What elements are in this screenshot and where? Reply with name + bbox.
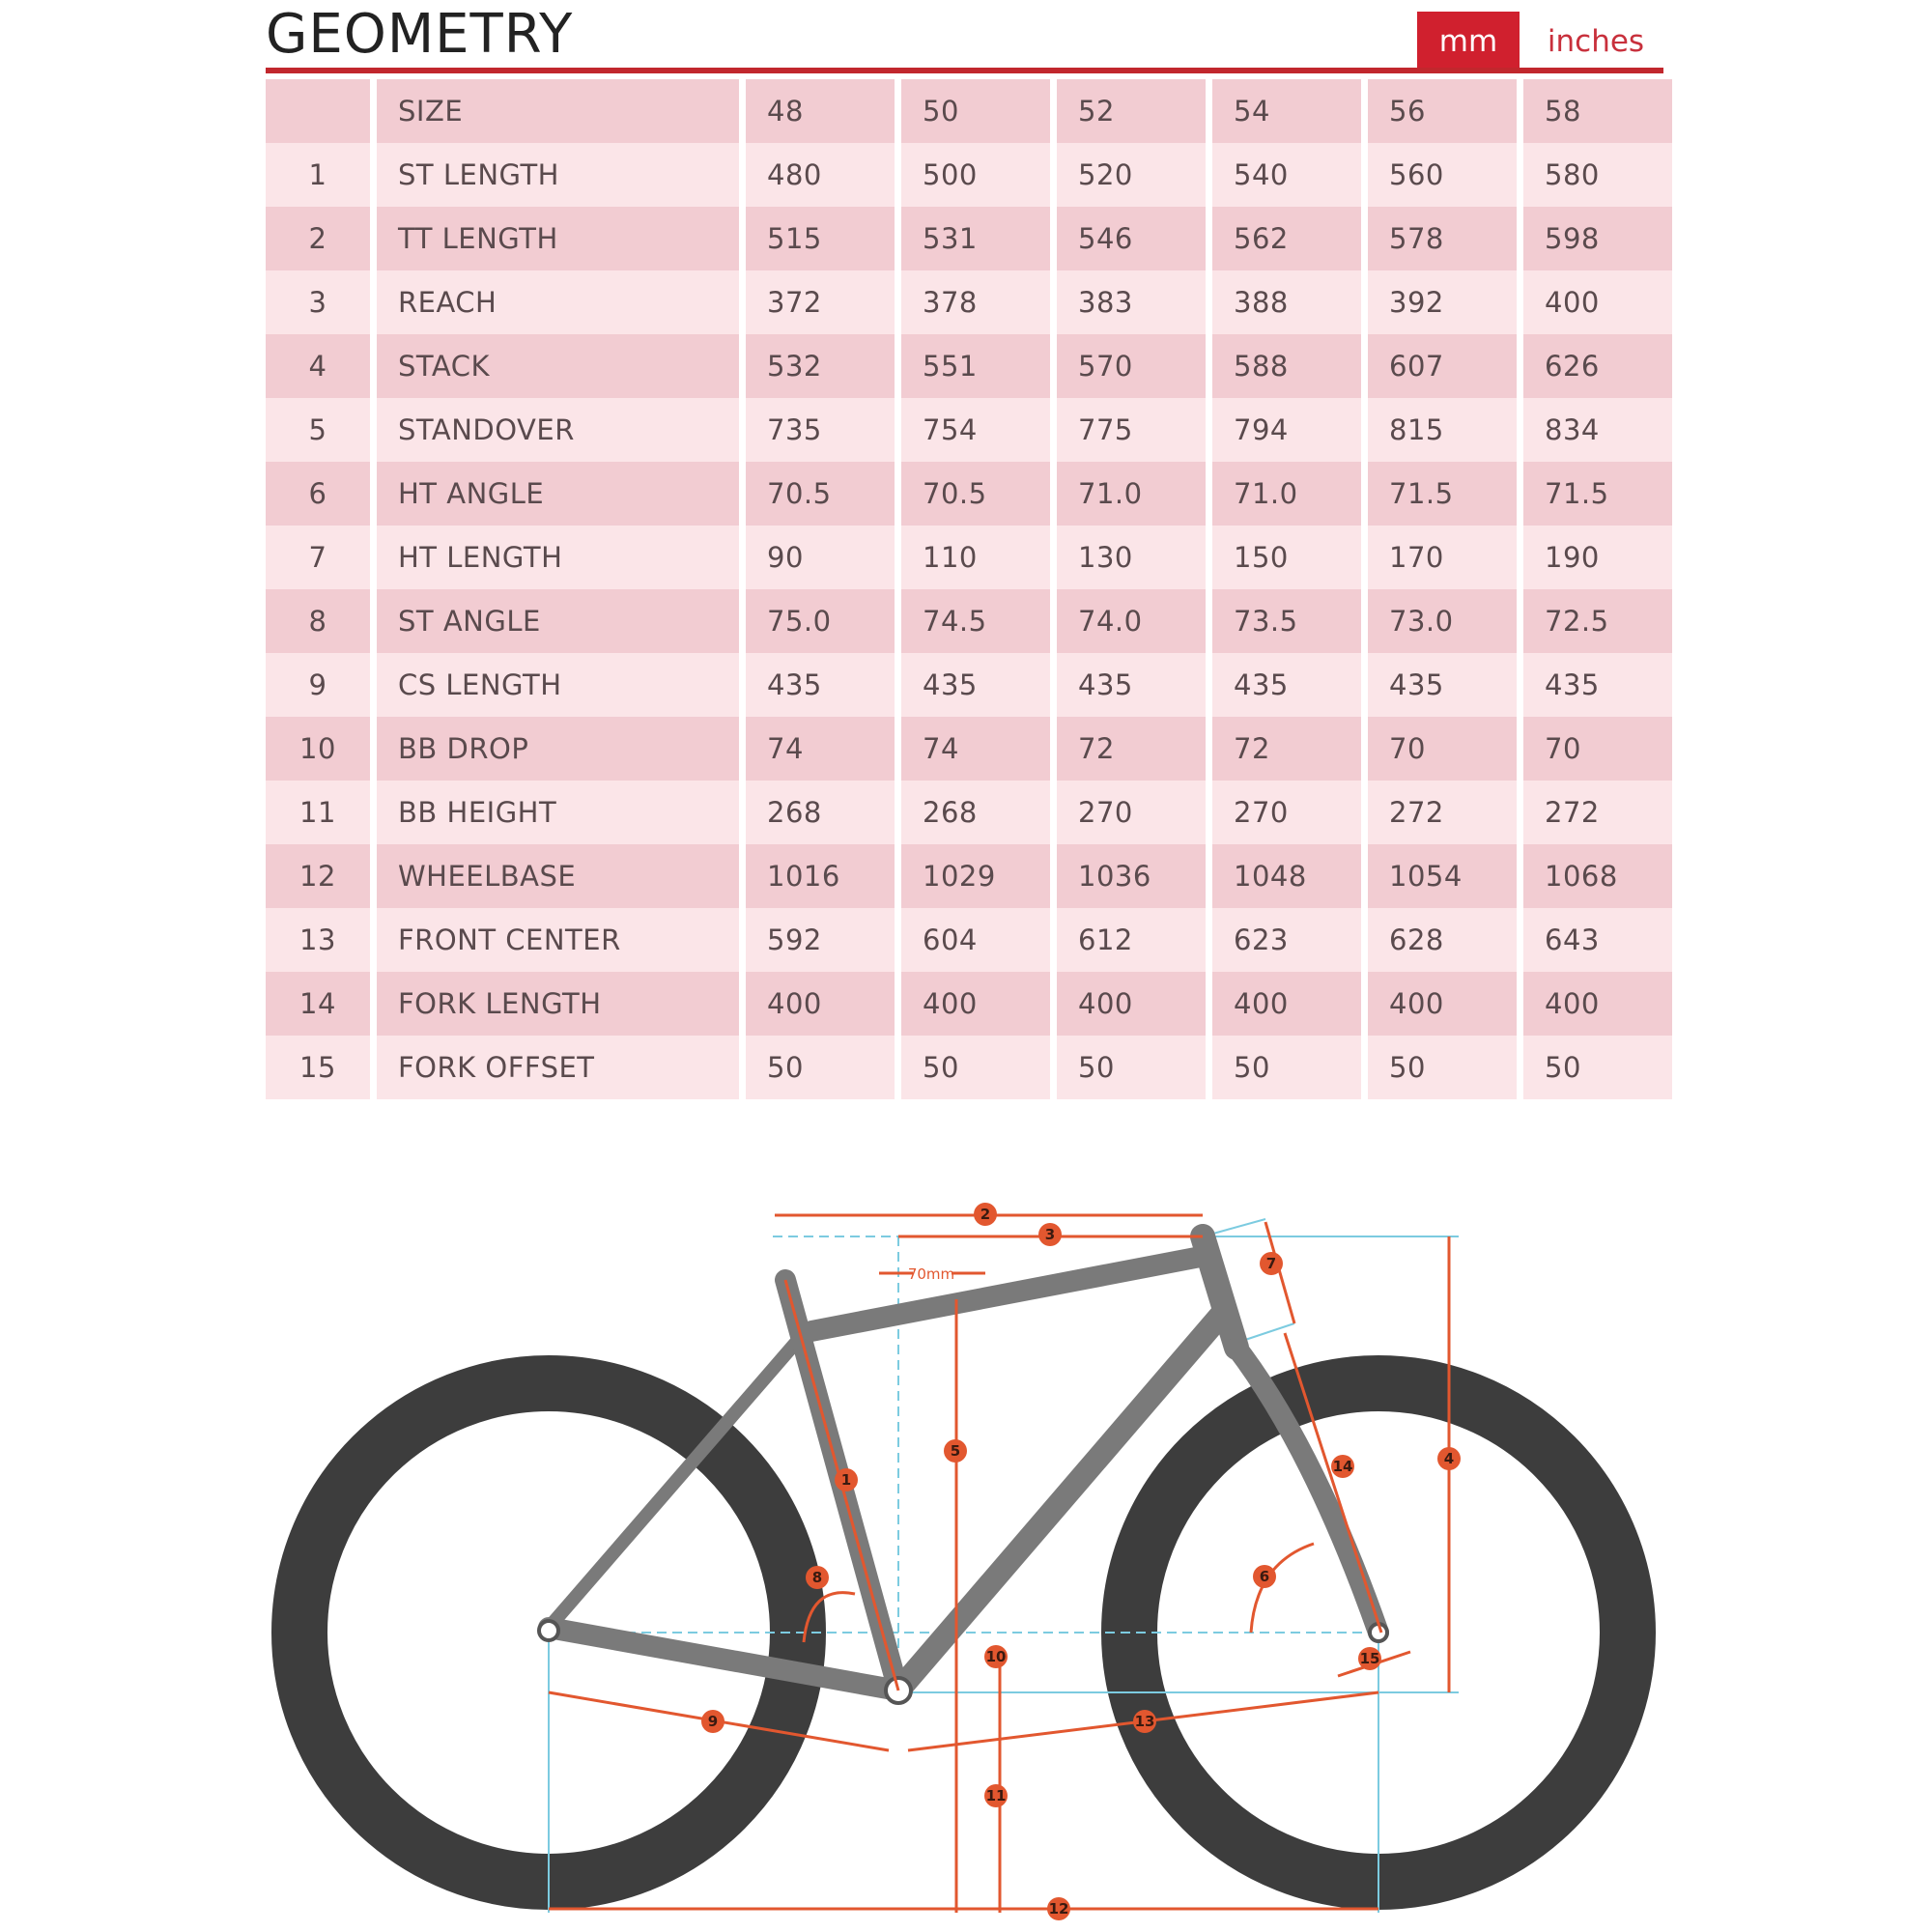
table-cell: 74 [746, 717, 895, 781]
table-cell: 71.0 [1212, 462, 1361, 526]
row-number: 9 [266, 653, 370, 717]
dimension-marker-label: 14 [1332, 1458, 1353, 1475]
row-number: 4 [266, 334, 370, 398]
table-cell: 71.5 [1368, 462, 1517, 526]
dimension-marker-label: 11 [985, 1787, 1007, 1804]
page-title: GEOMETRY [266, 3, 574, 66]
table-cell: 110 [901, 526, 1050, 589]
dimension-marker-14 [1331, 1455, 1354, 1478]
table-cell: 400 [1368, 972, 1517, 1036]
table-cell: 435 [1523, 653, 1672, 717]
size-column-header: 48 [746, 79, 895, 143]
table-cell: 1016 [746, 844, 895, 908]
table-cell: 500 [901, 143, 1050, 207]
table-cell: 72.5 [1523, 589, 1672, 653]
row-label: ST ANGLE [377, 589, 739, 653]
table-cell: 70.5 [746, 462, 895, 526]
table-cell: 1036 [1057, 844, 1206, 908]
table-cell: 612 [1057, 908, 1206, 972]
table-cell: 623 [1212, 908, 1361, 972]
row-label: FRONT CENTER [377, 908, 739, 972]
table-cell: 435 [1368, 653, 1517, 717]
table-cell: 580 [1523, 143, 1672, 207]
table-cell: 400 [1212, 972, 1361, 1036]
table-cell: 74.5 [901, 589, 1050, 653]
table-cell: 272 [1368, 781, 1517, 844]
row-label: FORK OFFSET [377, 1036, 739, 1099]
table-cell: 72 [1057, 717, 1206, 781]
table-cell: 150 [1212, 526, 1361, 589]
table-cell: 50 [1368, 1036, 1517, 1099]
row-number: 15 [266, 1036, 370, 1099]
row-number: 13 [266, 908, 370, 972]
dimension-marker-label: 7 [1265, 1255, 1277, 1272]
row-label: CS LENGTH [377, 653, 739, 717]
table-cell: 73.5 [1212, 589, 1361, 653]
table-cell: 794 [1212, 398, 1361, 462]
row-number: 10 [266, 717, 370, 781]
table-row [266, 143, 1672, 207]
row-number: 11 [266, 781, 370, 844]
size-column-header: 56 [1368, 79, 1517, 143]
table-cell: 268 [901, 781, 1050, 844]
table-cell: 570 [1057, 334, 1206, 398]
row-label: REACH [377, 270, 739, 334]
row-label: ST LENGTH [377, 143, 739, 207]
table-cell: 735 [746, 398, 895, 462]
row-number: 6 [266, 462, 370, 526]
table-cell: 1054 [1368, 844, 1517, 908]
dimension-marker-4 [1437, 1447, 1461, 1470]
table-cell: 588 [1212, 334, 1361, 398]
dimension-marker-5 [944, 1439, 967, 1463]
row-label: FORK LENGTH [377, 972, 739, 1036]
table-cell: 130 [1057, 526, 1206, 589]
table-cell: 71.5 [1523, 462, 1672, 526]
table-header-row [266, 79, 1672, 143]
table-cell: 435 [1057, 653, 1206, 717]
row-label: WHEELBASE [377, 844, 739, 908]
table-row [266, 717, 1672, 781]
dimension-marker-6 [1253, 1565, 1276, 1588]
table-cell: 1048 [1212, 844, 1361, 908]
dimension-marker-label: 1 [840, 1471, 852, 1489]
table-row [266, 1036, 1672, 1099]
row-number: 12 [266, 844, 370, 908]
dimension-marker-3 [1038, 1223, 1062, 1246]
row-label: TT LENGTH [377, 207, 739, 270]
dimension-marker-label: 2 [980, 1206, 991, 1223]
table-row [266, 908, 1672, 972]
table-row [266, 589, 1672, 653]
table-row [266, 844, 1672, 908]
table-cell: 592 [746, 908, 895, 972]
table-cell: 73.0 [1368, 589, 1517, 653]
size-column-header: 52 [1057, 79, 1206, 143]
dimension-marker-label: 5 [950, 1442, 961, 1460]
table-cell: 546 [1057, 207, 1206, 270]
table-cell: 400 [901, 972, 1050, 1036]
table-cell: 775 [1057, 398, 1206, 462]
dimension-marker-label: 6 [1259, 1568, 1270, 1585]
row-number: 7 [266, 526, 370, 589]
dimension-marker-12 [1047, 1897, 1070, 1920]
table-row [266, 270, 1672, 334]
table-cell: 435 [746, 653, 895, 717]
table-cell: 400 [746, 972, 895, 1036]
dimension-marker-label: 15 [1359, 1650, 1380, 1667]
annotation-70mm: 70mm [907, 1265, 955, 1283]
dimension-marker-8 [806, 1566, 829, 1589]
row-label: STANDOVER [377, 398, 739, 462]
row-label: BB DROP [377, 717, 739, 781]
title-rule [266, 68, 1663, 73]
table-cell: 268 [746, 781, 895, 844]
dimension-marker-label: 9 [707, 1713, 719, 1730]
table-cell: 392 [1368, 270, 1517, 334]
row-number [266, 79, 370, 143]
table-cell: 532 [746, 334, 895, 398]
table-cell: 628 [1368, 908, 1517, 972]
row-label: STACK [377, 334, 739, 398]
table-cell: 540 [1212, 143, 1361, 207]
table-cell: 270 [1212, 781, 1361, 844]
row-label: HT ANGLE [377, 462, 739, 526]
table-cell: 50 [1057, 1036, 1206, 1099]
row-number: 14 [266, 972, 370, 1036]
geometry-table [259, 79, 1679, 1099]
row-number: 5 [266, 398, 370, 462]
table-row [266, 972, 1672, 1036]
table-cell: 598 [1523, 207, 1672, 270]
table-row [266, 334, 1672, 398]
row-number: 3 [266, 270, 370, 334]
dimension-marker-label: 4 [1443, 1450, 1455, 1467]
table-cell: 378 [901, 270, 1050, 334]
table-row [266, 781, 1672, 844]
table-cell: 643 [1523, 908, 1672, 972]
dimension-marker-label: 10 [985, 1648, 1007, 1665]
table-cell: 70 [1368, 717, 1517, 781]
table-row [266, 207, 1672, 270]
dimension-marker-11 [984, 1784, 1008, 1807]
table-cell: 754 [901, 398, 1050, 462]
table-cell: 1068 [1523, 844, 1672, 908]
unit-inches-button[interactable]: inches [1547, 24, 1645, 59]
dimension-marker-label: 3 [1044, 1226, 1056, 1243]
table-cell: 72 [1212, 717, 1361, 781]
table-cell: 520 [1057, 143, 1206, 207]
table-cell: 170 [1368, 526, 1517, 589]
table-cell: 190 [1523, 526, 1672, 589]
dimension-marker-label: 12 [1048, 1900, 1069, 1918]
row-label: BB HEIGHT [377, 781, 739, 844]
row-number: 8 [266, 589, 370, 653]
table-cell: 50 [1212, 1036, 1361, 1099]
table-cell: 272 [1523, 781, 1672, 844]
bike-frame [549, 1236, 1378, 1690]
table-cell: 50 [1523, 1036, 1672, 1099]
dimension-marker-9 [701, 1710, 724, 1733]
size-column-header: 54 [1212, 79, 1361, 143]
table-cell: 50 [746, 1036, 895, 1099]
table-cell: 70 [1523, 717, 1672, 781]
size-column-header: 58 [1523, 79, 1672, 143]
dimension-marker-15 [1358, 1647, 1381, 1670]
table-cell: 372 [746, 270, 895, 334]
table-cell: 560 [1368, 143, 1517, 207]
table-cell: 480 [746, 143, 895, 207]
table-cell: 270 [1057, 781, 1206, 844]
table-cell: 1029 [901, 844, 1050, 908]
row-number: 1 [266, 143, 370, 207]
table-row [266, 462, 1672, 526]
table-cell: 626 [1523, 334, 1672, 398]
table-cell: 435 [901, 653, 1050, 717]
table-cell: 531 [901, 207, 1050, 270]
dimension-marker-label: 13 [1134, 1713, 1155, 1730]
table-row [266, 398, 1672, 462]
table-cell: 400 [1057, 972, 1206, 1036]
table-cell: 604 [901, 908, 1050, 972]
table-cell: 50 [901, 1036, 1050, 1099]
row-number: 2 [266, 207, 370, 270]
table-cell: 70.5 [901, 462, 1050, 526]
table-cell: 71.0 [1057, 462, 1206, 526]
table-cell: 75.0 [746, 589, 895, 653]
table-cell: 74 [901, 717, 1050, 781]
table-cell: 435 [1212, 653, 1361, 717]
table-cell: 551 [901, 334, 1050, 398]
dimension-marker-label: 8 [811, 1569, 823, 1586]
table-cell: 515 [746, 207, 895, 270]
dimension-marker-1 [835, 1468, 858, 1492]
row-label: HT LENGTH [377, 526, 739, 589]
table-row [266, 653, 1672, 717]
table-cell: 400 [1523, 972, 1672, 1036]
table-cell: 74.0 [1057, 589, 1206, 653]
dimension-marker-10 [984, 1645, 1008, 1668]
table-cell: 400 [1523, 270, 1672, 334]
table-cell: 834 [1523, 398, 1672, 462]
dimension-marker-13 [1133, 1710, 1156, 1733]
table-cell: 578 [1368, 207, 1517, 270]
dimension-marker-7 [1260, 1252, 1283, 1275]
table-cell: 90 [746, 526, 895, 589]
unit-mm-button[interactable]: mm [1417, 12, 1520, 71]
table-cell: 562 [1212, 207, 1361, 270]
table-cell: 383 [1057, 270, 1206, 334]
size-header: SIZE [377, 79, 739, 143]
bike-geometry-diagram [0, 1140, 1932, 1932]
dimension-marker-2 [974, 1203, 997, 1226]
table-row [266, 526, 1672, 589]
table-cell: 607 [1368, 334, 1517, 398]
table-cell: 815 [1368, 398, 1517, 462]
size-column-header: 50 [901, 79, 1050, 143]
table-cell: 388 [1212, 270, 1361, 334]
